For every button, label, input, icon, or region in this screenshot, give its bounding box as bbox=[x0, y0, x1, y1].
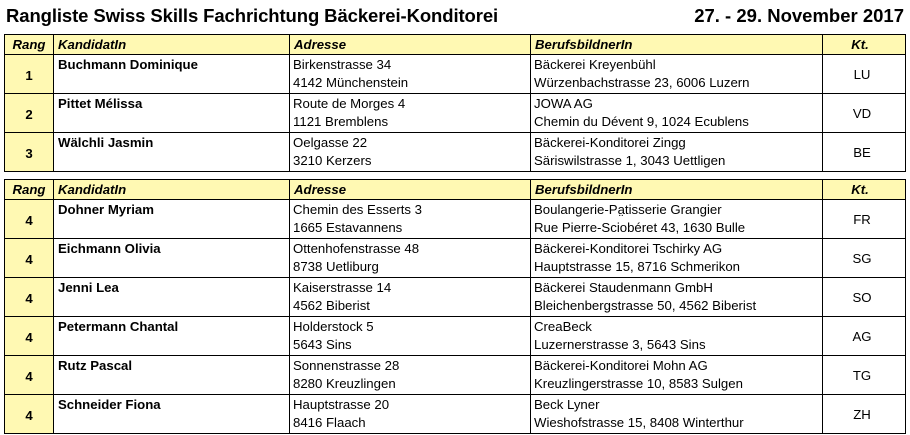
canton-cell: VD bbox=[823, 94, 906, 133]
trainer-address: Säriswilstrasse 1, 3043 Uettligen bbox=[534, 153, 726, 168]
col-header-name: KandidatIn bbox=[54, 180, 290, 200]
address-cell bbox=[290, 94, 531, 133]
address-street: Hauptstrasse 20 bbox=[293, 397, 390, 412]
table-row bbox=[5, 395, 906, 434]
canton-cell: ZH bbox=[823, 395, 906, 434]
ranking-table-top bbox=[4, 34, 906, 172]
trainer-company: CreaBeck bbox=[534, 319, 592, 334]
address-street: Holderstock 5 bbox=[293, 319, 374, 334]
trainer-cell bbox=[531, 395, 823, 434]
table-row bbox=[5, 317, 906, 356]
event-date: 27. - 29. November 2017 bbox=[694, 5, 904, 26]
trainer-company: Bäckerei-Konditorei Mohn AG bbox=[534, 358, 708, 373]
address-city: 4562 Biberist bbox=[293, 298, 370, 313]
rank-cell: 1 bbox=[5, 55, 54, 94]
rank-cell: 4 bbox=[5, 239, 54, 278]
address-street: Birkenstrasse 34 bbox=[293, 57, 392, 72]
canton-cell: LU bbox=[823, 55, 906, 94]
address-city: 4142 Münchenstein bbox=[293, 75, 409, 90]
col-header-rank: Rang bbox=[5, 180, 54, 200]
address-street: Route de Morges 4 bbox=[293, 96, 406, 111]
page-header bbox=[4, 2, 906, 32]
rank-cell: 4 bbox=[5, 200, 54, 239]
address-cell bbox=[290, 278, 531, 317]
trainer-address: Luzernerstrasse 3, 5643 Sins bbox=[534, 337, 706, 352]
candidate-name: Petermann Chantal bbox=[54, 317, 290, 356]
trainer-company: JOWA AG bbox=[534, 96, 593, 111]
rank-cell: 4 bbox=[5, 317, 54, 356]
table-header-row bbox=[5, 35, 906, 55]
table-header-row bbox=[5, 180, 906, 200]
address-city: 1121 Bremblens bbox=[293, 114, 389, 129]
candidate-name: Pittet Mélissa bbox=[54, 94, 290, 133]
col-header-address: Adresse bbox=[290, 180, 531, 200]
trainer-cell bbox=[531, 200, 823, 239]
trainer-address: Rue Pierre-Sciobéret 43, 1630 Bulle bbox=[534, 220, 746, 235]
address-cell bbox=[290, 395, 531, 434]
rank-cell: 2 bbox=[5, 94, 54, 133]
trainer-company: Bäckerei-Konditorei Zingg bbox=[534, 135, 686, 150]
address-city: 1665 Estavannens bbox=[293, 220, 403, 235]
trainer-address: Kreuzlingerstrasse 10, 8583 Sulgen bbox=[534, 376, 743, 391]
page-title: Rangliste Swiss Skills Fachrichtung Bäckerei-Konditorei bbox=[6, 5, 499, 26]
address-cell bbox=[290, 239, 531, 278]
col-header-kt: Kt. bbox=[823, 35, 906, 55]
trainer-cell bbox=[531, 55, 823, 94]
table-row bbox=[5, 278, 906, 317]
canton-cell: BE bbox=[823, 133, 906, 172]
canton-cell: AG bbox=[823, 317, 906, 356]
trainer-company: Bäckerei Staudenmann GmbH bbox=[534, 280, 713, 295]
address-city: 8738 Uetliburg bbox=[293, 259, 379, 274]
address-cell bbox=[290, 317, 531, 356]
trainer-address: Chemin du Dévent 9, 1024 Ecublens bbox=[534, 114, 749, 129]
trainer-company: Boulangerie-Pa̤tisserie Grangier bbox=[534, 202, 722, 217]
rank-cell: 4 bbox=[5, 395, 54, 434]
table-row bbox=[5, 239, 906, 278]
trainer-company: Bäckerei-Konditorei Tschirky AG bbox=[534, 241, 723, 256]
candidate-name: Jenni Lea bbox=[54, 278, 290, 317]
table-row bbox=[5, 356, 906, 395]
trainer-address: Bleichenbergstrasse 50, 4562 Biberist bbox=[534, 298, 757, 313]
canton-cell: SG bbox=[823, 239, 906, 278]
address-street: Sonnenstrasse 28 bbox=[293, 358, 400, 373]
address-city: 3210 Kerzers bbox=[293, 153, 372, 168]
address-city: 5643 Sins bbox=[293, 337, 352, 352]
address-cell bbox=[290, 55, 531, 94]
trainer-company: Beck Lyner bbox=[534, 397, 600, 412]
address-city: 8280 Kreuzlingen bbox=[293, 376, 396, 391]
canton-cell: FR bbox=[823, 200, 906, 239]
trainer-address: Hauptstrasse 15, 8716 Schmerikon bbox=[534, 259, 740, 274]
address-cell bbox=[290, 133, 531, 172]
trainer-cell bbox=[531, 317, 823, 356]
candidate-name: Wälchli Jasmin bbox=[54, 133, 290, 172]
candidate-name: Rutz Pascal bbox=[54, 356, 290, 395]
trainer-company: Bäckerei Kreyenbühl bbox=[534, 57, 656, 72]
candidate-name: Eichmann Olivia bbox=[54, 239, 290, 278]
table-row bbox=[5, 200, 906, 239]
trainer-address: Wieshofstrasse 15, 8408 Winterthur bbox=[534, 415, 744, 430]
address-cell bbox=[290, 356, 531, 395]
rank-cell: 4 bbox=[5, 278, 54, 317]
rank-cell: 4 bbox=[5, 356, 54, 395]
col-header-kt: Kt. bbox=[823, 180, 906, 200]
address-city: 8416 Flaach bbox=[293, 415, 366, 430]
canton-cell: SO bbox=[823, 278, 906, 317]
canton-cell: TG bbox=[823, 356, 906, 395]
address-street: Chemin des Esserts 3 bbox=[293, 202, 422, 217]
trainer-address: Würzenbachstrasse 23, 6006 Luzern bbox=[534, 75, 750, 90]
trainer-cell bbox=[531, 356, 823, 395]
ranking-table-rest bbox=[4, 179, 906, 434]
trainer-cell bbox=[531, 133, 823, 172]
col-header-rank: Rang bbox=[5, 35, 54, 55]
col-header-trainer: BerufsbildnerIn bbox=[531, 180, 823, 200]
table-row bbox=[5, 94, 906, 133]
trainer-cell bbox=[531, 94, 823, 133]
candidate-name: Buchmann Dominique bbox=[54, 55, 290, 94]
candidate-name: Dohner Myriam bbox=[54, 200, 290, 239]
address-street: Kaiserstrasse 14 bbox=[293, 280, 392, 295]
rank-cell: 3 bbox=[5, 133, 54, 172]
trainer-cell bbox=[531, 239, 823, 278]
address-cell bbox=[290, 200, 531, 239]
col-header-trainer: BerufsbildnerIn bbox=[531, 35, 823, 55]
col-header-address: Adresse bbox=[290, 35, 531, 55]
candidate-name: Schneider Fiona bbox=[54, 395, 290, 434]
address-street: Ottenhofenstrasse 48 bbox=[293, 241, 420, 256]
address-street: Oelgasse 22 bbox=[293, 135, 368, 150]
trainer-cell bbox=[531, 278, 823, 317]
table-row bbox=[5, 55, 906, 94]
col-header-name: KandidatIn bbox=[54, 35, 290, 55]
table-row bbox=[5, 133, 906, 172]
